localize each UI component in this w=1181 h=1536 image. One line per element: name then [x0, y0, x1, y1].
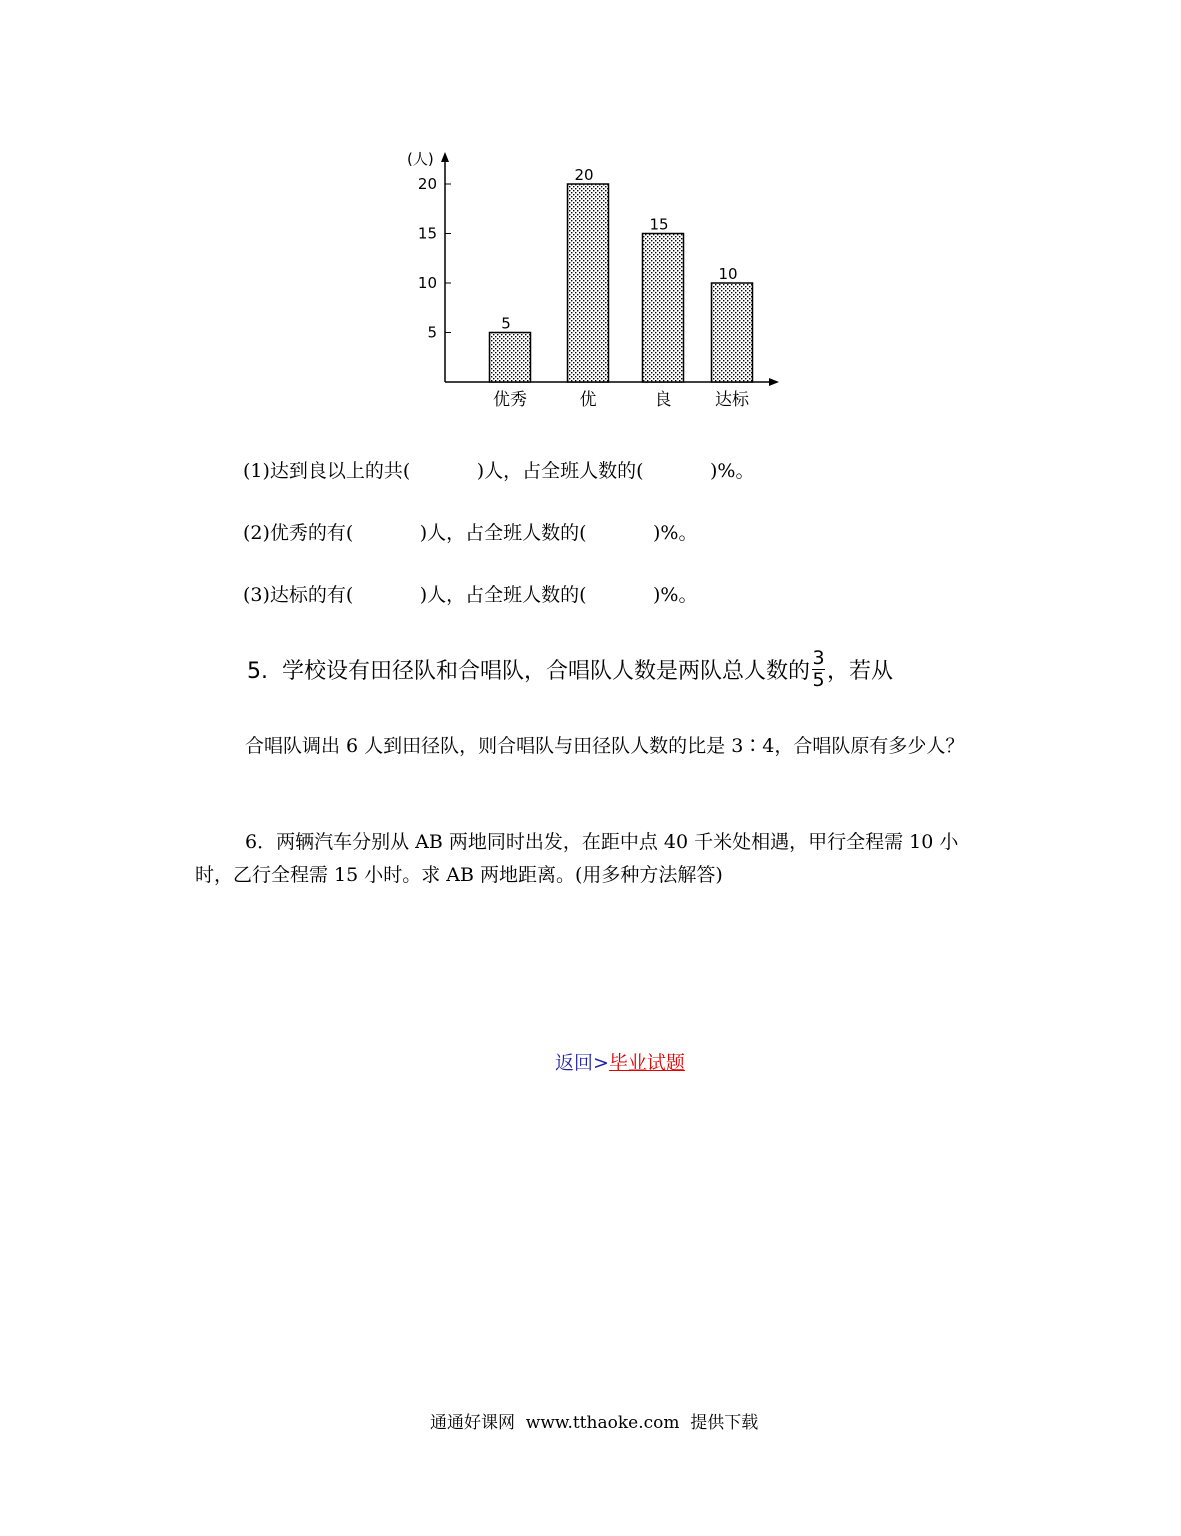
question-1: (1)达到良以上的共( )人，占全班人数的( )%。: [243, 460, 755, 482]
problem-5-continuation: 合唱队调出 6 人到田径队，则合唱队与田径队人数的比是 3∶4，合唱队原有多少人？: [245, 735, 965, 757]
problem-6: 6．两辆汽车分别从 AB 两地同时出发，在距中点 40 千米处相遇，甲行全程需 10 小时，乙行全程需 15 小时。求 AB 两地距离。(用多种方法解答): [195, 831, 959, 886]
y-tick-label: 20: [417, 175, 437, 193]
y-tick-label: 10: [417, 274, 437, 292]
data-label: 15: [649, 215, 669, 234]
category-label: 达标: [715, 390, 749, 410]
bar-良: [643, 234, 684, 383]
problem-5-suffix: ，若从: [826, 659, 893, 684]
bar-达标: [712, 283, 753, 382]
fraction-three-fifths: [812, 648, 825, 691]
y-tick-label: 5: [427, 323, 437, 342]
category-label: 优: [579, 390, 597, 410]
y-tick-label: 15: [417, 224, 437, 243]
category-label: 良: [654, 390, 672, 410]
back-label: 返回>: [555, 1052, 609, 1074]
problem-5-prefix: 5. 学校设有田径队和合唱队，合唱队人数是两队总人数的: [247, 659, 810, 684]
bar-chart: [395, 140, 795, 420]
y-axis: [441, 152, 449, 382]
question-3: (3)达标的有( )人，占全班人数的( )%。: [243, 584, 698, 606]
fraction-numerator: 3: [812, 647, 825, 669]
data-label: 10: [718, 265, 738, 283]
footer-credit: 通通好课网 www.tthaoke.com 提供下载: [430, 1413, 759, 1433]
y-axis-label: (人): [407, 150, 434, 168]
question-2: (2)优秀的有( )人，占全班人数的( )%。: [243, 522, 698, 544]
problem-5-line: [247, 648, 893, 691]
graduation-exam-link[interactable]: 毕业试题: [608, 1052, 685, 1074]
bar-优秀: [490, 333, 531, 383]
data-label: 5: [501, 314, 511, 333]
bar-优: [568, 184, 609, 382]
nav-back: [555, 1048, 685, 1075]
data-label: 20: [574, 166, 594, 184]
category-label: 优秀: [493, 390, 527, 410]
fraction-denominator: 5: [812, 669, 825, 691]
